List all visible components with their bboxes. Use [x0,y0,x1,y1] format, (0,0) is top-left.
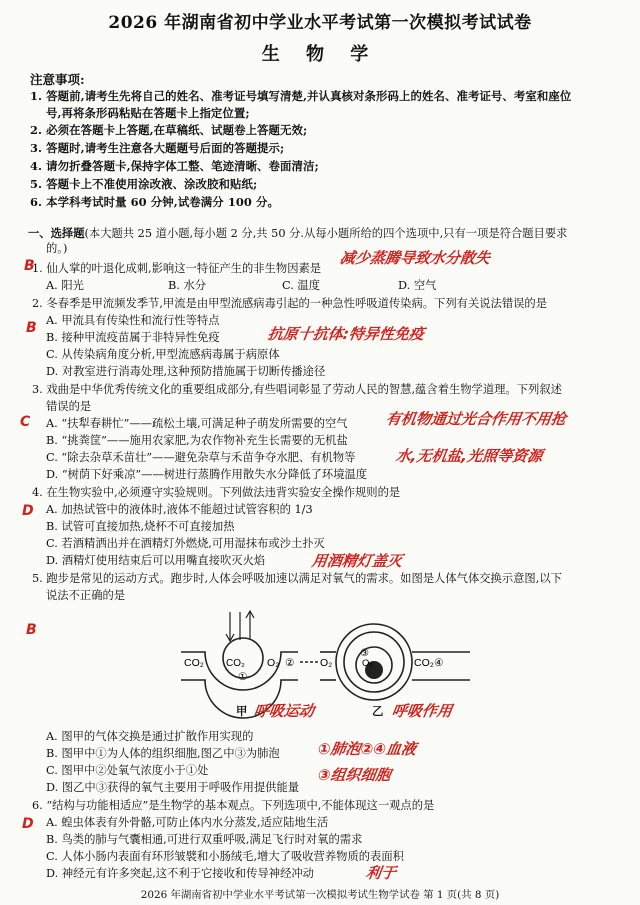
figure-label-right: 乙 [372,704,384,718]
q2-answer-mark: B [26,320,37,336]
q5-option-b: B. 图甲中①为人体的组织细胞,图乙中③为肺泡 [46,747,280,760]
o2-label: O₂ [267,657,280,669]
q1-option-a: A. 阳光 [46,279,84,292]
note-item: 3. 答题时,请考生注意各大题题号后面的答题提示; [30,141,285,155]
figure-right [320,624,470,700]
co2-label: CO₂ [414,657,434,669]
o2-label: O₂ [362,658,374,669]
q5-stem: 5. 跑步是常见的运动方式。跑步时,人体会呼吸加速以满足对氧气的需求。如图是人体气体交换示意图,以下 [32,572,562,585]
q1-option-b: B. 水分 [168,279,207,292]
q1-stem: 1. 仙人掌的叶退化成刺,影响这一特征产生的非生物因素是 [32,262,322,275]
num-2-label: ② [285,657,295,669]
q3-option-d: D. “树荫下好乘凉”——树进行蒸腾作用散失水分降低了环境温度 [46,468,368,481]
q5-note-a: ①肺泡②④血液 [316,740,418,758]
page-footer: 2026 年湖南省初中学业水平考试第一次模拟考试生物学试卷 第 1 页(共 8 页) [140,889,500,901]
q1-handwritten-note: 减少蒸腾导致水分散失 [338,249,492,267]
q2-option-b: B. 接种甲流疫苗属于非特异性免疫 [46,331,220,344]
q2-option-a: A. 甲流具有传染性和流行性等特点 [46,314,220,327]
q3-handwritten-note-2: 水,无机盐,光照等资源 [394,447,544,465]
note-item: 号,再将条形码粘贴在答题卡上指定位置; [46,106,250,120]
q4-option-a: A. 加热试管中的液体时,液体不能超过试管容积的 1/3 [46,503,313,516]
q5-option-a: A. 图甲的气体交换是通过扩散作用实现的 [46,730,254,743]
figure-label-left: 甲 [236,704,248,718]
gas-exchange-figure [0,610,640,730]
q3-stem-2: 错误的是 [46,400,92,413]
note-item: 2. 必须在答题卡上答题,在草稿纸、试题卷上答题无效; [30,123,308,137]
q2-option-d: D. 对教室进行消毒处理,这种预防措施属于切断传播途径 [46,365,326,378]
q4-stem: 4. 在生物实验中,必须遵守实验规则。下列做法违背实验安全操作规则的是 [32,486,401,499]
q6-option-c: C. 人体小肠内表面有环形皱襞和小肠绒毛,增大了吸收营养物质的表面积 [46,850,404,863]
note-item: 6. 本学科考试时量 60 分钟,试卷满分 100 分。 [30,195,279,209]
q4-answer-mark: D [22,503,34,519]
section-description-2: 的。) [46,242,68,255]
q4-option-b: B. 试管可直接加热,烧杯不可直接加热 [46,520,235,533]
q6-answer-mark: D [22,816,34,832]
q1-option-d: D. 空气 [398,279,437,292]
q3-option-c: C. “除去杂草禾苗壮”——避免杂草与禾苗争夺水肥、有机物等 [46,451,356,464]
q1-answer-mark: B [24,258,35,274]
q5-note-left: 呼吸运动 [252,702,316,720]
q6-stem: 6. “结构与功能相适应”是生物学的基本观点。下列选项中,不能体现这一观点的是 [32,799,435,812]
q3-option-b: B. “挑粪筐”——施用农家肥,为农作物补充生长需要的无机盐 [46,434,348,447]
q5-note-b: ③组织细胞 [316,766,392,784]
note-item: 5. 答题卡上不准使用涂改液、涂改胶和贴纸; [30,177,258,191]
q4-option-d: D. 酒精灯使用结束后可以用嘴直接吹灭火焰 [46,554,266,567]
q5-note-right: 呼吸作用 [390,702,454,720]
q6-handwritten-note: 利于 [364,864,398,882]
num-3-label: ③ [360,648,369,659]
q3-handwritten-note-1: 有机物通过光合作用不用抢 [384,410,568,428]
q2-stem: 2. 冬春季是甲流频发季节,甲流是由甲型流感病毒引起的一种急性呼吸道传染病。下列有关说法错误的是 [32,297,548,310]
notes-heading: 注意事项: [30,72,85,87]
q4-handwritten-note: 用酒精灯盖灭 [310,552,404,570]
o2-label: O₂ [320,657,333,669]
q2-option-c: C. 从传染病角度分析,甲型流感病毒属于病原体 [46,348,280,361]
q3-stem: 3. 戏曲是中华优秀传统文化的重要组成部分,有些唱词彰显了劳动人民的智慧,蕴含着生物学道理。下列叙述 [32,383,562,396]
q3-option-a: A. “扶犁春耕忙”——疏松土壤,可满足种子萌发所需要的空气 [46,417,348,430]
q6-option-b: B. 鸟类的肺与气囊相通,可进行双重呼吸,满足飞行时对氧的需求 [46,833,363,846]
q1-option-c: C. 温度 [282,279,321,292]
q3-answer-mark: C [20,414,31,430]
q4-option-c: C. 若酒精洒出并在酒精灯外燃烧,可用湿抹布或沙土扑灭 [46,537,325,550]
co2-label: CO₂ [226,658,245,669]
note-item: 4. 请勿折叠答题卡,保持字体工整、笔迹清晰、卷面清洁; [30,159,319,173]
q6-option-d: D. 神经元有许多突起,这不利于它接收和传导神经冲动 [46,867,314,880]
q5-option-d: D. 图乙中③获得的氧气主要用于呼吸作用提供能量 [46,781,300,794]
co2-label: CO₂ [184,657,204,669]
q5-option-c: C. 图甲中②处氧气浓度小于①处 [46,764,209,777]
num-1-label: ① [238,671,248,683]
q5-answer-mark: B [26,622,37,638]
section-heading: 一、选择题 [28,226,85,240]
q2-handwritten-note: 抗原十抗体:特异性免疫 [266,325,426,343]
subject-title: 生 物 学 [261,44,379,65]
num-4-label: ④ [434,657,444,669]
exam-title: 2026 年湖南省初中学业水平考试第一次模拟考试试卷 [108,13,532,33]
note-item: 1. 答题前,请考生先将自己的姓名、准考证号填写清楚,并认真核对条形码上的姓名、准考证号、考室和座位 [30,89,572,103]
q5-stem-2: 说法不正确的是 [46,589,126,602]
section-description: (本大题共 25 道小题,每小题 2 分,共 50 分.从每小题所给的四个选项中,只有一项是符合题目要求 [84,227,568,240]
q6-option-a: A. 蝗虫体表有外骨骼,可防止体内水分蒸发,适应陆地生活 [46,816,329,829]
section-heading-line [28,226,567,241]
